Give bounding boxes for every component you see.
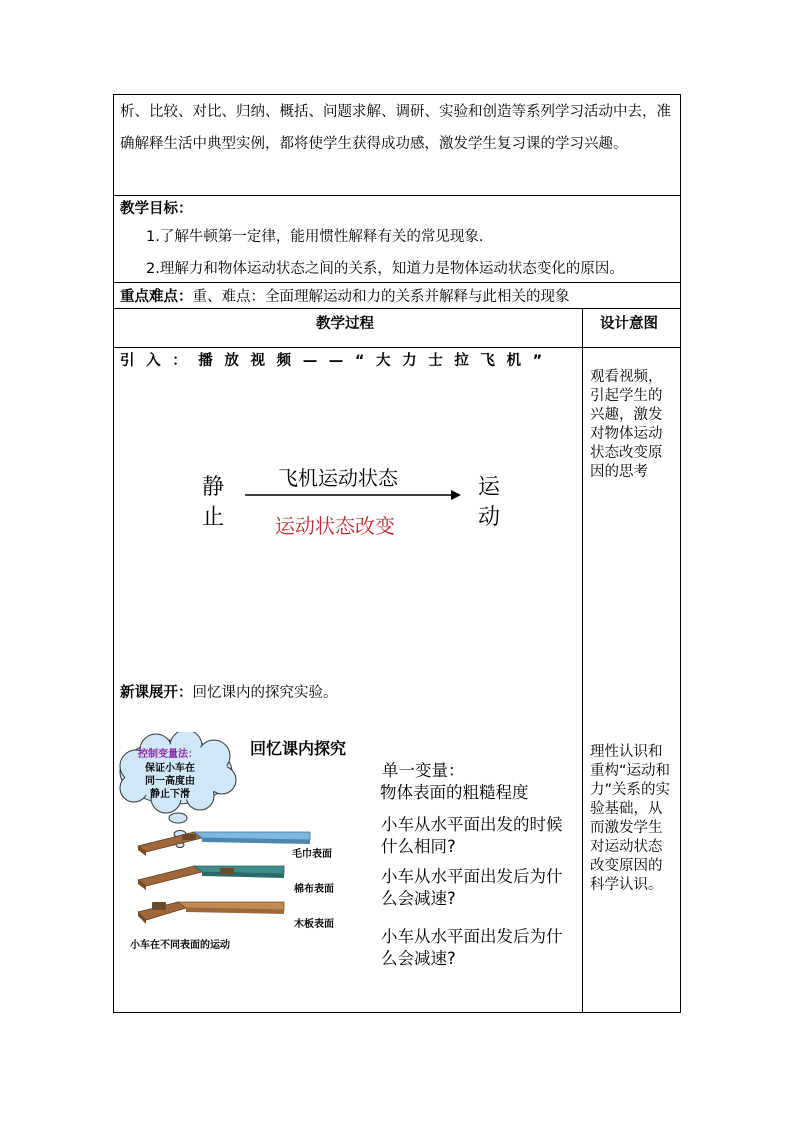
key-points-label: 重点难点： [120,289,193,305]
slide-caption: 小车在不同表面的运动 [130,940,230,951]
diagram-top-label: 飞机运动状态 [278,466,398,490]
question-1: 小车从水平面出发的时候什么相同? [381,815,563,856]
state-moving-bottom: 动 [478,505,501,530]
row-divider-header [113,308,681,309]
intent-note-2: 理性认识和重构“运动和力”关系的实验基础，从而激发学生对运动状态改变原因的科学认识。 [590,744,671,893]
intro-line: 引入：播放视频——“大力士拉飞机” [120,353,554,369]
diagram-bottom-label: 运动状态改变 [275,514,395,538]
variable-label: 单一变量： [382,761,465,780]
ramp-illustrations [134,828,314,938]
new-lesson-text: 回忆课内的探究实验。 [192,685,338,701]
cloud-title: 控制变量法： [138,749,198,760]
header-intent: 设计意图 [600,316,658,332]
goal-item-2: 2.理解力和物体运动状态之间的关系，知道力是物体运动状态变化的原因。 [146,261,624,277]
intro-paragraph: 析、比较、对比、归纳、概括、问题求解、调研、实验和创造等系列学习活动中去，准确解释生活中典型实例，都将使学生获得成功感，激发学生复习课的学习兴趣。 [120,104,671,152]
column-divider [582,308,583,1013]
surface-label-towel: 毛巾表面 [292,849,332,860]
row-divider-keypoints [113,282,681,283]
variable-value: 物体表面的粗糙程度 [380,783,529,802]
state-static-top: 静 [202,475,225,500]
surface-label-wood: 木板表面 [294,919,334,930]
key-points-text: 重、难点：全面理解运动和力的关系并解释与此相关的现象 [192,289,570,305]
row-divider-goals [113,195,681,196]
question-2: 小车从水平面出发后为什么会减速? [381,867,563,908]
surface-label-cotton: 棉布表面 [294,884,334,895]
new-lesson-label: 新课展开： [120,685,193,701]
cloud-line-1: 保证小车在 [145,763,195,774]
cloud-line-2: 同一高度由 [145,776,195,787]
motion-arrow [245,488,465,502]
row-divider-content [113,347,681,348]
state-moving-top: 运 [478,475,501,500]
slide-title: 回忆课内探究 [250,739,347,758]
header-process: 教学过程 [316,316,374,332]
cloud-line-3: 静止下滑 [150,789,190,800]
new-lesson-row [120,681,338,702]
goals-title: 教学目标： [120,201,193,217]
state-static-bottom: 止 [202,505,225,530]
key-points-row [120,285,570,306]
intent-note-1: 观看视频，引起学生的兴趣，激发对物体运动状态改变原因的思考 [590,369,663,480]
goal-item-1: 1.了解牛顿第一定律，能用惯性解释有关的常见现象. [146,229,484,245]
question-3: 小车从水平面出发后为什么会减速? [381,927,563,968]
